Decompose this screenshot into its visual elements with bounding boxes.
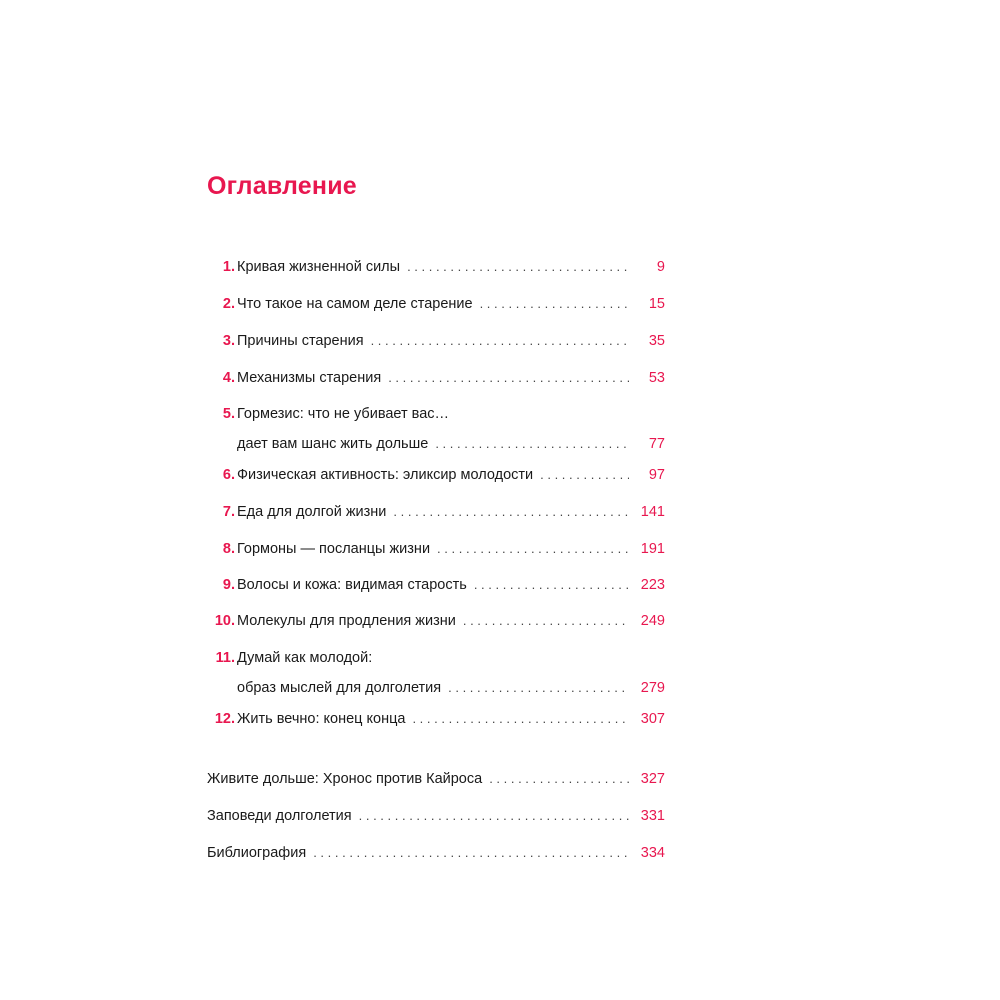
toc-entry-10[interactable] xyxy=(207,611,665,631)
page-title: Оглавление xyxy=(207,172,357,200)
toc-entry-1[interactable] xyxy=(207,257,665,277)
chapter-title: Жить вечно: конец конца xyxy=(237,711,406,727)
dot-leader xyxy=(407,257,629,277)
toc-entry-9[interactable] xyxy=(207,575,665,595)
toc-entry-6[interactable] xyxy=(207,465,665,485)
chapter-title: Физическая активность: эликсир молодости xyxy=(237,467,534,483)
dot-leader xyxy=(371,331,629,351)
dot-leader xyxy=(435,434,629,454)
page-number: 15 xyxy=(648,296,665,312)
toc-entry-2[interactable] xyxy=(207,294,665,314)
toc-entry-12[interactable] xyxy=(207,709,665,729)
chapter-title: Гормоны — посланцы жизни xyxy=(237,541,431,557)
toc-appendix-entry-1[interactable] xyxy=(207,769,665,789)
page-number: 77 xyxy=(648,436,665,452)
page-number: 223 xyxy=(640,577,665,593)
chapter-title: Волосы и кожа: видимая старость xyxy=(237,577,467,593)
chapter-title-line-1: Думай как молодой: xyxy=(237,650,373,666)
chapter-number: 11. xyxy=(215,650,235,666)
page-number: 279 xyxy=(640,680,665,696)
appendix-title: Живите дольше: Хронос против Кайроса xyxy=(207,771,483,787)
chapter-number: 2. xyxy=(222,296,235,312)
page-number: 53 xyxy=(648,370,665,386)
page-number: 249 xyxy=(640,613,665,629)
chapter-title: Механизмы старения xyxy=(237,370,382,386)
toc-entry-5[interactable] xyxy=(207,404,665,454)
toc-entry-8[interactable] xyxy=(207,539,665,559)
dot-leader xyxy=(313,843,629,863)
toc-appendix-entry-2[interactable] xyxy=(207,806,665,826)
chapter-number: 3. xyxy=(222,333,235,349)
chapter-number: 6. xyxy=(222,467,235,483)
dot-leader xyxy=(448,678,629,698)
page-number: 331 xyxy=(640,808,665,824)
page-number: 9 xyxy=(656,259,665,275)
dot-leader xyxy=(437,539,629,559)
toc-entry-11[interactable] xyxy=(207,648,665,698)
page-number: 327 xyxy=(640,771,665,787)
chapter-title-line-2: образ мыслей для долголетия xyxy=(237,680,442,696)
chapter-number: 10. xyxy=(214,613,235,629)
page-number: 334 xyxy=(640,845,665,861)
page-number: 35 xyxy=(648,333,665,349)
dot-leader xyxy=(359,806,629,826)
chapter-number: 12. xyxy=(214,711,235,727)
chapter-number: 8. xyxy=(222,541,235,557)
chapter-number: 1. xyxy=(222,259,235,275)
toc-appendix-entry-3[interactable] xyxy=(207,843,665,863)
chapter-title: Молекулы для продления жизни xyxy=(237,613,456,629)
chapter-number: 4. xyxy=(222,370,235,386)
appendix-title: Библиография xyxy=(207,845,307,861)
chapter-title: Что такое на самом деле старение xyxy=(237,296,473,312)
chapter-title-line-2: дает вам шанс жить дольше xyxy=(237,436,429,452)
dot-leader xyxy=(474,575,629,595)
chapter-number: 7. xyxy=(222,504,235,520)
chapter-title: Причины старения xyxy=(237,333,364,349)
page-number: 307 xyxy=(640,711,665,727)
page-number: 97 xyxy=(648,467,665,483)
toc-entry-3[interactable] xyxy=(207,331,665,351)
dot-leader xyxy=(412,709,629,729)
dot-leader xyxy=(393,502,629,522)
page-number: 141 xyxy=(640,504,665,520)
dot-leader xyxy=(540,465,629,485)
page-number: 191 xyxy=(640,541,665,557)
chapter-title: Кривая жизненной силы xyxy=(237,259,401,275)
toc-entry-7[interactable] xyxy=(207,502,665,522)
chapter-title: Еда для долгой жизни xyxy=(237,504,387,520)
chapter-title-line-1: Гормезис: что не убивает вас… xyxy=(237,406,450,422)
dot-leader xyxy=(388,368,629,388)
dot-leader xyxy=(463,611,629,631)
toc-entry-4[interactable] xyxy=(207,368,665,388)
appendix-title: Заповеди долголетия xyxy=(207,808,352,824)
dot-leader xyxy=(480,294,629,314)
dot-leader xyxy=(489,769,629,789)
chapter-number: 5. xyxy=(222,406,235,422)
chapter-number: 9. xyxy=(222,577,235,593)
